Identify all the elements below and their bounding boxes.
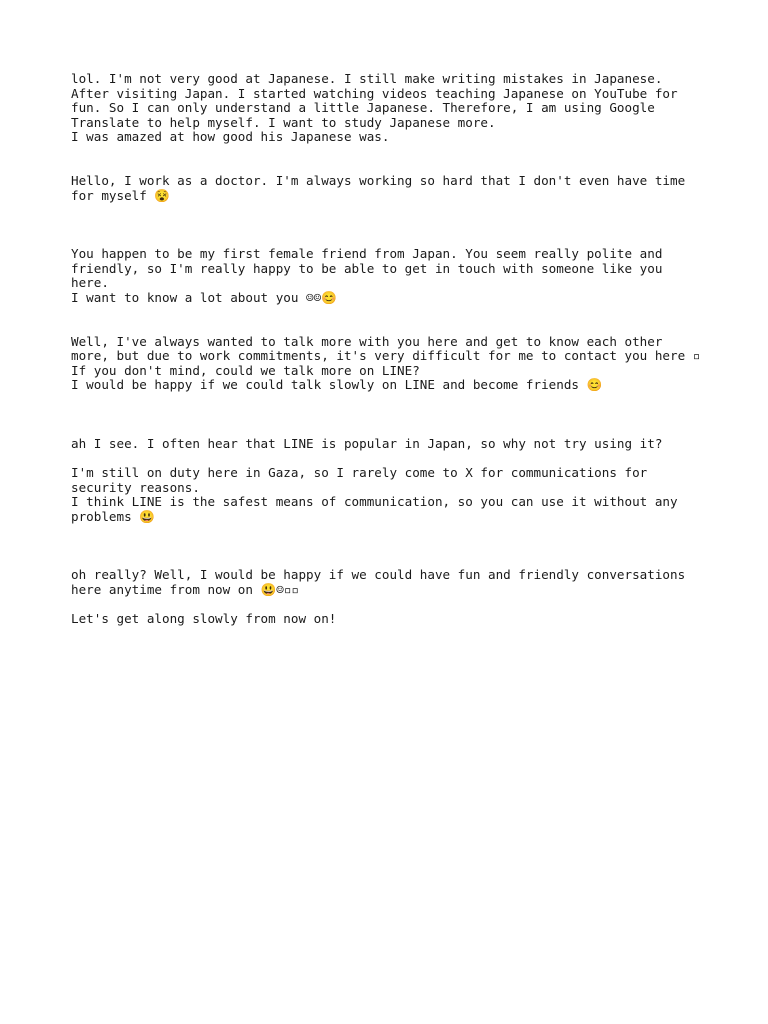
text-line: If you don't mind, could we talk more on LINE?: [71, 362, 420, 378]
blank-line: [71, 597, 711, 612]
text-line: You happen to be my first female friend from Japan. You seem really polite and: [71, 246, 663, 262]
blank-line: [71, 524, 711, 539]
text-line: lol. I'm not very good at Japanese. I still make writing mistakes in Japanese.: [71, 71, 663, 86]
blank-line: [71, 203, 711, 218]
blank-line: [71, 408, 711, 423]
blank-line: [71, 539, 711, 554]
text-line: oh really? Well, I would be happy if we could have fun and friendly conversations: [71, 567, 686, 583]
document-body: [71, 72, 711, 627]
blank-line: [71, 393, 711, 408]
blank-line: [71, 554, 711, 569]
text-line: problems 😃: [71, 508, 155, 524]
text-line: here.: [71, 275, 109, 291]
text-line: I would be happy if we could talk slowly on LINE and become friends 😊: [71, 377, 603, 393]
blank-line: [71, 422, 711, 437]
blank-line: [71, 233, 711, 248]
text-line: Translate to help myself. I want to study Japanese more.: [71, 114, 496, 130]
text-line: I was amazed at how good his Japanese was.: [71, 129, 390, 145]
text-line: for myself 😵: [71, 187, 171, 203]
text-line: here anytime from now on 😃☺▫▫: [71, 581, 299, 597]
blank-line: [71, 145, 711, 160]
text-line: security reasons.: [71, 479, 200, 495]
blank-line: [71, 320, 711, 335]
text-line: Let's get along slowly from now on!: [71, 610, 337, 626]
text-line: Well, I've always wanted to talk more with you here and get to know each other: [71, 333, 663, 349]
text-line: I want to know a lot about you ☺☺😊: [71, 289, 337, 305]
blank-line: [71, 218, 711, 233]
text-line: I think LINE is the safest means of communication, so you can use it without any: [71, 494, 678, 510]
blank-line: [71, 160, 711, 175]
text-line: After visiting Japan. I started watching videos teaching Japanese on YouTube for: [71, 85, 678, 101]
text-line: I'm still on duty here in Gaza, so I rarely come to X for communications for: [71, 465, 648, 481]
text-line: fun. So I can only understand a little Japanese. Therefore, I am using Google: [71, 100, 655, 116]
blank-line: [71, 451, 711, 466]
text-line: more, but due to work commitments, it's very difficult for me to contact you here ▫: [71, 348, 701, 364]
text-line: ah I see. I often hear that LINE is popular in Japan, so why not try using it?: [71, 435, 663, 451]
text-line: Hello, I work as a doctor. I'm always working so hard that I don't even have time: [71, 173, 686, 189]
text-line: friendly, so I'm really happy to be able to get in touch with someone like you: [71, 260, 663, 276]
blank-line: [71, 306, 711, 321]
